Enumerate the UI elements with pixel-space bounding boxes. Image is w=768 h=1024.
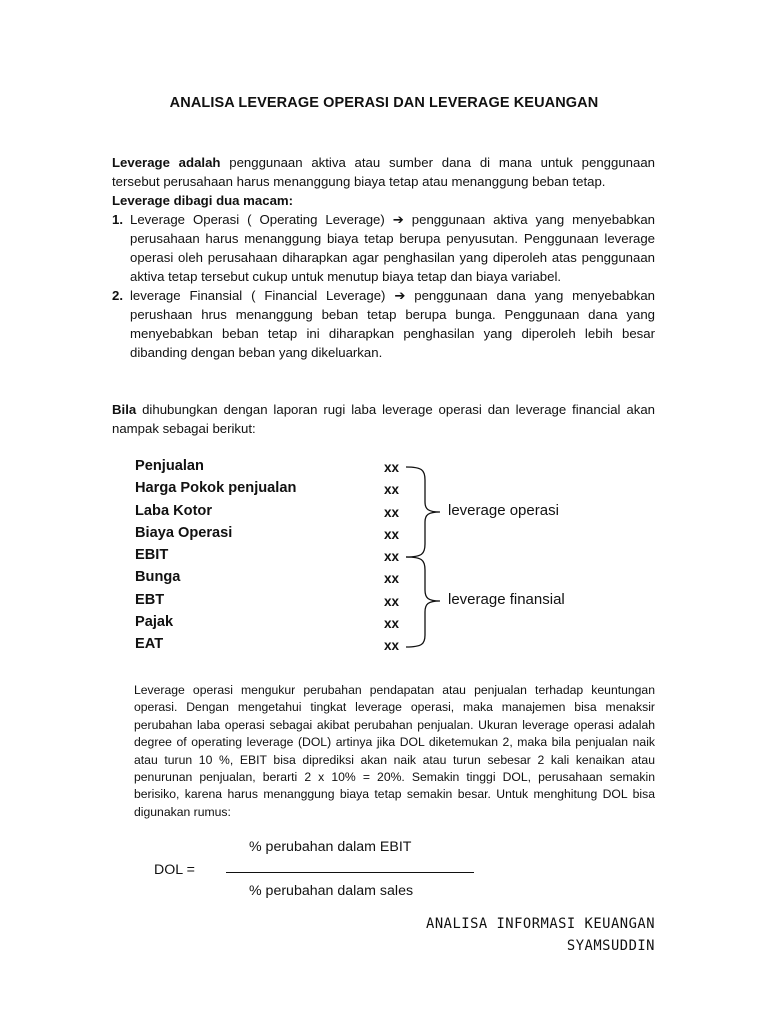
list-lead: leverage Finansial ( Financial Leverage) bbox=[130, 288, 386, 303]
row-label: EBIT bbox=[135, 547, 169, 564]
fraction-bar bbox=[226, 872, 474, 873]
leverage-types-list bbox=[112, 210, 655, 362]
list-item bbox=[112, 286, 655, 362]
row-value: xx bbox=[384, 638, 400, 654]
operating-leverage-label: leverage operasi bbox=[448, 502, 559, 519]
row-label: EAT bbox=[135, 636, 164, 653]
footer-line-2: SYAMSUDDIN bbox=[566, 938, 655, 954]
intro-text: penggunaan aktiva atau sumber dana di mana untuk penggunaan tersebut perusahaan harus menanggung biaya tetap atau menanggung beban tetap. bbox=[112, 155, 655, 189]
intro-term: Leverage adalah bbox=[112, 155, 221, 170]
operating-brace-icon bbox=[406, 467, 440, 557]
relation-text: dihubungkan dengan laporan rugi laba leverage operasi dan leverage financial akan nampak sebagai berikut: bbox=[112, 402, 655, 436]
row-value: xx bbox=[384, 460, 400, 475]
arrow-right-icon: ➔ bbox=[392, 212, 404, 227]
row-label: Harga Pokok penjualan bbox=[135, 480, 297, 497]
list-number: 2. bbox=[112, 288, 123, 303]
formula-lhs: DOL = bbox=[154, 862, 195, 878]
intro-paragraph bbox=[112, 153, 655, 210]
statement-row bbox=[135, 479, 585, 501]
brace-icon bbox=[400, 458, 450, 658]
formula-numerator: % perubahan dalam EBIT bbox=[249, 839, 412, 855]
list-lead: Leverage Operasi ( Operating Leverage) bbox=[130, 212, 385, 227]
row-value: xx bbox=[384, 616, 400, 632]
relation-term: Bila bbox=[112, 402, 137, 417]
row-value: xx bbox=[384, 593, 400, 609]
row-label: Penjualan bbox=[135, 458, 204, 474]
statement-row bbox=[135, 635, 585, 657]
statement-row bbox=[135, 546, 585, 568]
row-value: xx bbox=[384, 571, 400, 587]
row-value: xx bbox=[384, 526, 400, 542]
list-text: penggunaan aktiva yang menyebabkan perusahaan harus menanggung biaya tetap berupa penyusutan. Penggunaan leverage operasi oleh perusahaan diharapkan agar penghasilan yang diperoleh atas penggunaan aktiva tetap tersebut cukup untuk menutup biaya tetap dan biaya variabel. bbox=[130, 212, 655, 284]
list-text: penggunaan dana yang menyebabkan perushaan hrus menanggung beban tetap berupa bunga. Penggunaan dana yang menyebabkan beban tetap ini diharapkan penghasilan yang diperoleh lebih besar dibanding dengan beban yang dikeluarkan. bbox=[130, 288, 656, 360]
dol-paragraph: Leverage operasi mengukur perubahan pendapatan atau penjualan terhadap keuntungan operasi. Dengan mengetahui tingkat leverage operasi, maka manajemen bisa menaksir perubahan laba operasi sebagai akibat perubahan penjualan. Ukuran leverage operasi adalah degree of operating leverage (DOL) artinya jika DOL diketemukan 2, maka bila penjualan naik atau turun 10 %, EBIT bisa diprediksi akan naik atau turun sebesar 2 kali kenaikan atau penurunan penjualan, berarti 2 x 10% = 20%. Semakin tinggi DOL, perusahaan semakin berisiko, karena harus menanggung biaya tetap semakin besar. Untuk menghitung DOL bisa digunakan rumus: bbox=[134, 683, 655, 819]
page-title: ANALISA LEVERAGE OPERASI DAN LEVERAGE KEUANGAN bbox=[169, 95, 599, 111]
financial-brace-icon bbox=[406, 557, 440, 647]
income-statement bbox=[135, 457, 585, 658]
row-label: Bunga bbox=[135, 569, 181, 586]
row-label: Pajak bbox=[135, 614, 174, 631]
statement-row bbox=[135, 568, 585, 590]
footer bbox=[426, 913, 655, 957]
row-label: Biaya Operasi bbox=[135, 524, 233, 541]
list-item bbox=[112, 210, 655, 286]
statement-row bbox=[135, 524, 585, 546]
row-label: Laba Kotor bbox=[135, 502, 213, 519]
statement-row bbox=[135, 457, 585, 479]
formula-denominator: % perubahan dalam sales bbox=[249, 883, 414, 899]
row-value: xx bbox=[384, 549, 400, 565]
relation-paragraph bbox=[112, 400, 655, 438]
arrow-right-icon: ➔ bbox=[394, 288, 406, 303]
intro-divided: Leverage dibagi dua macam: bbox=[112, 193, 294, 208]
list-number: 1. bbox=[112, 212, 123, 227]
financial-leverage-label: leverage finansial bbox=[448, 591, 565, 608]
statement-row bbox=[135, 613, 585, 635]
row-value: xx bbox=[384, 482, 400, 498]
footer-line-1: ANALISA INFORMASI KEUANGAN bbox=[426, 916, 655, 932]
row-label: EBT bbox=[135, 591, 165, 608]
row-value: xx bbox=[384, 504, 400, 520]
